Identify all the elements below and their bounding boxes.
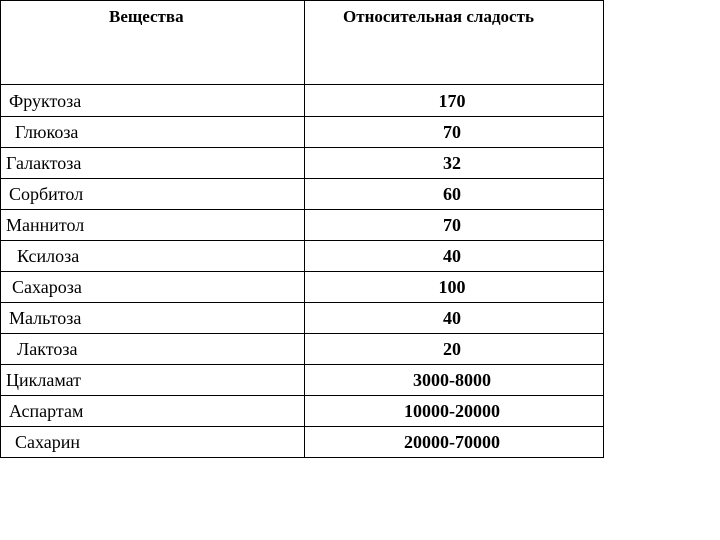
table-header-row xyxy=(1,1,604,85)
sweetness-value: 3000-8000 xyxy=(413,370,491,390)
header-sweetness-label: Относительная сладость xyxy=(343,7,534,26)
substance-cell xyxy=(1,179,305,210)
substance-name: Галактоза xyxy=(6,153,82,173)
substance-cell xyxy=(1,334,305,365)
table-row xyxy=(1,117,604,148)
substance-cell xyxy=(1,396,305,427)
header-substance-label: Вещества xyxy=(109,7,184,26)
sweetness-value: 40 xyxy=(443,308,461,328)
substance-name: Лактоза xyxy=(17,339,78,359)
substance-name: Аспартам xyxy=(9,401,84,421)
sweetness-cell xyxy=(305,365,604,396)
sweetness-value: 20 xyxy=(443,339,461,359)
sweetness-cell xyxy=(305,303,604,334)
substance-name: Сорбитол xyxy=(9,184,84,204)
header-cell-substance xyxy=(1,1,305,85)
sweetness-value: 70 xyxy=(443,215,461,235)
substance-cell xyxy=(1,303,305,334)
substance-name: Ксилоза xyxy=(17,246,80,266)
sweetness-cell xyxy=(305,179,604,210)
sweetness-value: 32 xyxy=(443,153,461,173)
table-row xyxy=(1,179,604,210)
sweetness-cell xyxy=(305,241,604,272)
table-row xyxy=(1,365,604,396)
table-row xyxy=(1,334,604,365)
substance-cell xyxy=(1,427,305,458)
sweetness-cell xyxy=(305,210,604,241)
substance-name: Фруктоза xyxy=(9,90,82,111)
substance-name: Маннитол xyxy=(6,215,85,235)
substance-name: Глюкоза xyxy=(15,122,79,142)
table-row xyxy=(1,241,604,272)
table-row xyxy=(1,396,604,427)
substance-name: Сахарин xyxy=(15,432,81,452)
table-row xyxy=(1,303,604,334)
substance-name: Мальтоза xyxy=(9,308,82,328)
sweetness-cell xyxy=(305,148,604,179)
substance-cell xyxy=(1,365,305,396)
sweetness-cell xyxy=(305,272,604,303)
sweetness-value: 100 xyxy=(438,277,466,297)
sweetness-cell xyxy=(305,117,604,148)
substance-cell xyxy=(1,85,305,117)
sweetness-value: 10000-20000 xyxy=(404,401,500,421)
substance-name: Цикламат xyxy=(6,370,82,390)
substance-cell xyxy=(1,272,305,303)
substance-cell xyxy=(1,241,305,272)
sweetness-value: 60 xyxy=(443,184,461,204)
sweetness-value: 20000-70000 xyxy=(404,432,500,452)
sweetness-value: 70 xyxy=(443,122,461,142)
substance-name: Сахароза xyxy=(12,277,82,297)
header-cell-sweetness xyxy=(305,1,604,85)
sweetness-cell xyxy=(305,334,604,365)
table-row xyxy=(1,148,604,179)
sweetness-cell xyxy=(305,427,604,458)
sweetness-cell xyxy=(305,396,604,427)
table-row xyxy=(1,210,604,241)
table-row xyxy=(1,85,604,117)
substance-cell xyxy=(1,117,305,148)
sweetness-value: 170 xyxy=(438,90,466,111)
sweetness-value: 40 xyxy=(443,246,461,266)
substance-cell xyxy=(1,148,305,179)
substance-cell xyxy=(1,210,305,241)
table-row xyxy=(1,272,604,303)
table-body xyxy=(1,1,604,458)
sweetness-cell xyxy=(305,85,604,117)
table-row xyxy=(1,427,604,458)
